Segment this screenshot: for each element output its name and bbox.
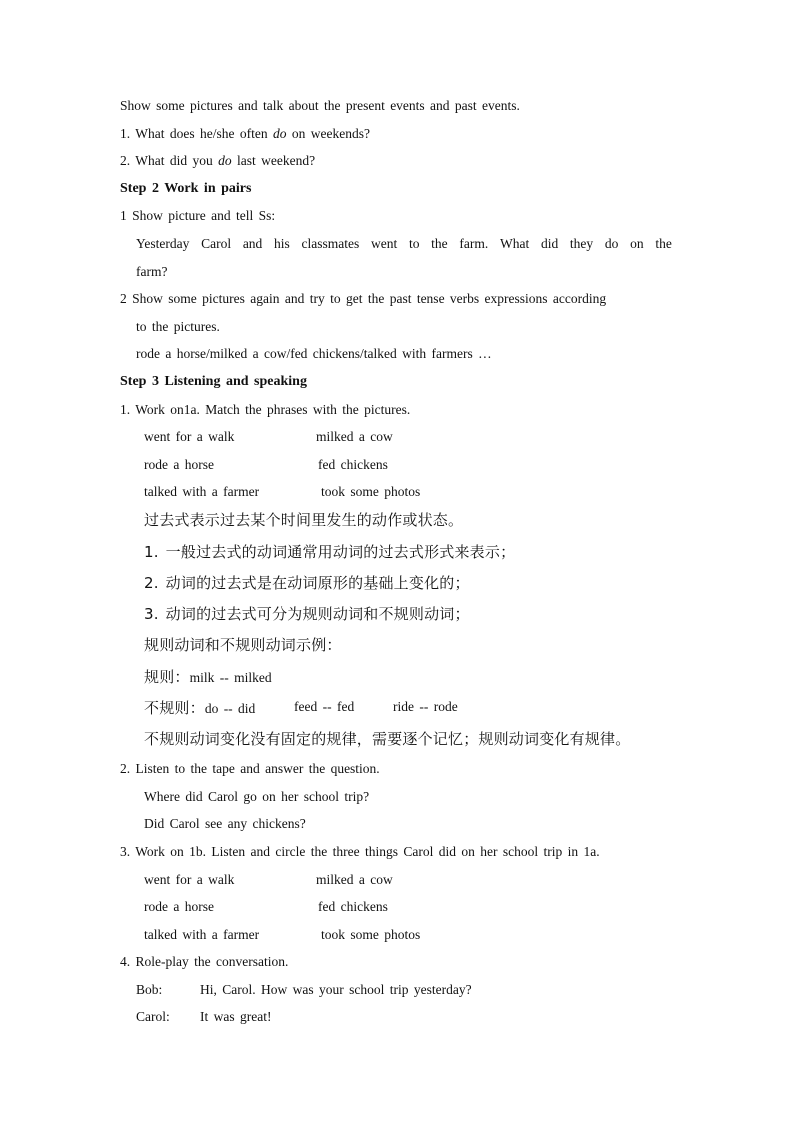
grammar-rule-1: 1. 一般过去式的动词通常用动词的过去式形式来表示； bbox=[144, 543, 516, 561]
sentence-word: the bbox=[655, 236, 672, 251]
dialogue-text: It was great! bbox=[200, 1009, 272, 1024]
step2-item-2: 2 Show some pictures again and try to get the past tense verbs expressions according bbox=[120, 291, 607, 306]
sentence-word: went bbox=[370, 236, 398, 251]
phrase-right: milked a cow bbox=[316, 872, 393, 887]
phrase-right: fed chickens bbox=[318, 899, 388, 914]
phrase-left: went for a walk bbox=[144, 872, 235, 887]
sentence-word: they bbox=[569, 236, 594, 251]
question-1-text: 1. What does he/she often bbox=[120, 126, 273, 141]
grammar-rule-2: 2. 动词的过去式是在动词原形的基础上变化的； bbox=[144, 574, 470, 592]
regular-example-text: milk -- milked bbox=[189, 670, 272, 685]
question-1-emphasis: do bbox=[272, 126, 287, 141]
phrase-row bbox=[144, 484, 544, 500]
sentence-word: Yesterday bbox=[136, 236, 190, 251]
phrase-left: went for a walk bbox=[144, 429, 235, 444]
step3-item-3: 3. Work on 1b. Listen and circle the three things Carol did on her school trip in 1a. bbox=[120, 844, 600, 859]
step3-item-2-question-1: Where did Carol go on her school trip? bbox=[144, 789, 370, 804]
phrase-left: rode a horse bbox=[144, 899, 214, 914]
dialogue-text: Hi, Carol. How was your school trip yesterday? bbox=[200, 982, 472, 997]
intro-text: Show some pictures and talk about the present events and past events. bbox=[120, 98, 520, 113]
step2-heading: Step 2 Work in pairs bbox=[120, 181, 252, 196]
step3-item-2-question-2: Did Carol see any chickens? bbox=[144, 816, 306, 831]
phrase-left: talked with a farmer bbox=[144, 484, 260, 499]
irregular-example-3: ride -- rode bbox=[393, 699, 458, 714]
sentence-word: Carol bbox=[201, 236, 232, 251]
regular-label: 规则： bbox=[144, 668, 190, 686]
sentence-word: farm. bbox=[459, 236, 489, 251]
question-1 bbox=[120, 126, 370, 142]
grammar-examples-title: 规则动词和不规则动词示例： bbox=[144, 636, 342, 654]
step3-item-4: 4. Role-play the conversation. bbox=[120, 954, 289, 969]
phrase-left: rode a horse bbox=[144, 457, 214, 472]
phrase-row bbox=[144, 872, 544, 888]
step2-item-2-continuation: to the pictures. bbox=[136, 319, 220, 334]
step2-farm-continuation: farm? bbox=[136, 264, 168, 279]
phrase-right: took some photos bbox=[321, 484, 421, 499]
dialogue-speaker: Bob: bbox=[136, 982, 163, 997]
question-2-emphasis: do bbox=[218, 153, 232, 168]
phrase-left: talked with a farmer bbox=[144, 927, 260, 942]
dialogue-line bbox=[136, 1009, 556, 1025]
step3-item-2: 2. Listen to the tape and answer the question. bbox=[120, 761, 380, 776]
sentence-word: do bbox=[604, 236, 619, 251]
question-1-end: on weekends? bbox=[286, 126, 370, 141]
phrase-row bbox=[144, 927, 544, 943]
regular-example bbox=[144, 668, 272, 686]
step2-item-1: 1 Show picture and tell Ss: bbox=[120, 208, 276, 223]
sentence-word: on bbox=[630, 236, 644, 251]
step2-phrases: rode a horse/milked a cow/fed chickens/talked with farmers … bbox=[136, 346, 492, 361]
step3-item-1: 1. Work on1a. Match the phrases with the pictures. bbox=[120, 402, 411, 417]
phrase-right: milked a cow bbox=[316, 429, 393, 444]
sentence-word: classmates bbox=[301, 236, 360, 251]
step3-heading: Step 3 Listening and speaking bbox=[120, 374, 307, 389]
dialogue-line bbox=[136, 982, 556, 998]
sentence-word: the bbox=[431, 236, 448, 251]
step2-yesterday-sentence bbox=[136, 236, 672, 252]
phrase-row bbox=[144, 429, 544, 445]
phrase-row bbox=[144, 899, 544, 915]
sentence-word: his bbox=[274, 236, 290, 251]
phrase-right: fed chickens bbox=[318, 457, 388, 472]
question-2-text: 2. What did you bbox=[120, 153, 219, 168]
sentence-word: to bbox=[408, 236, 420, 251]
sentence-word: and bbox=[242, 236, 263, 251]
irregular-label: 不规则： bbox=[144, 699, 205, 717]
grammar-rule-3: 3. 动词的过去式可分为规则动词和不规则动词； bbox=[144, 605, 470, 623]
grammar-intro: 过去式表示过去某个时间里发生的动作或状态。 bbox=[144, 511, 464, 529]
question-2 bbox=[120, 153, 315, 169]
sentence-word: did bbox=[540, 236, 559, 251]
grammar-note: 不规则动词变化没有固定的规律，需要逐个记忆；规则动词变化有规律。 bbox=[144, 730, 631, 748]
phrase-right: took some photos bbox=[321, 927, 421, 942]
sentence-word: What bbox=[499, 236, 530, 251]
irregular-example bbox=[144, 699, 544, 717]
phrase-row bbox=[144, 457, 544, 473]
irregular-example-1: do -- did bbox=[204, 701, 256, 716]
dialogue-speaker: Carol: bbox=[136, 1009, 170, 1024]
irregular-example-2: feed -- fed bbox=[294, 699, 355, 714]
question-2-end: last weekend? bbox=[231, 153, 316, 168]
